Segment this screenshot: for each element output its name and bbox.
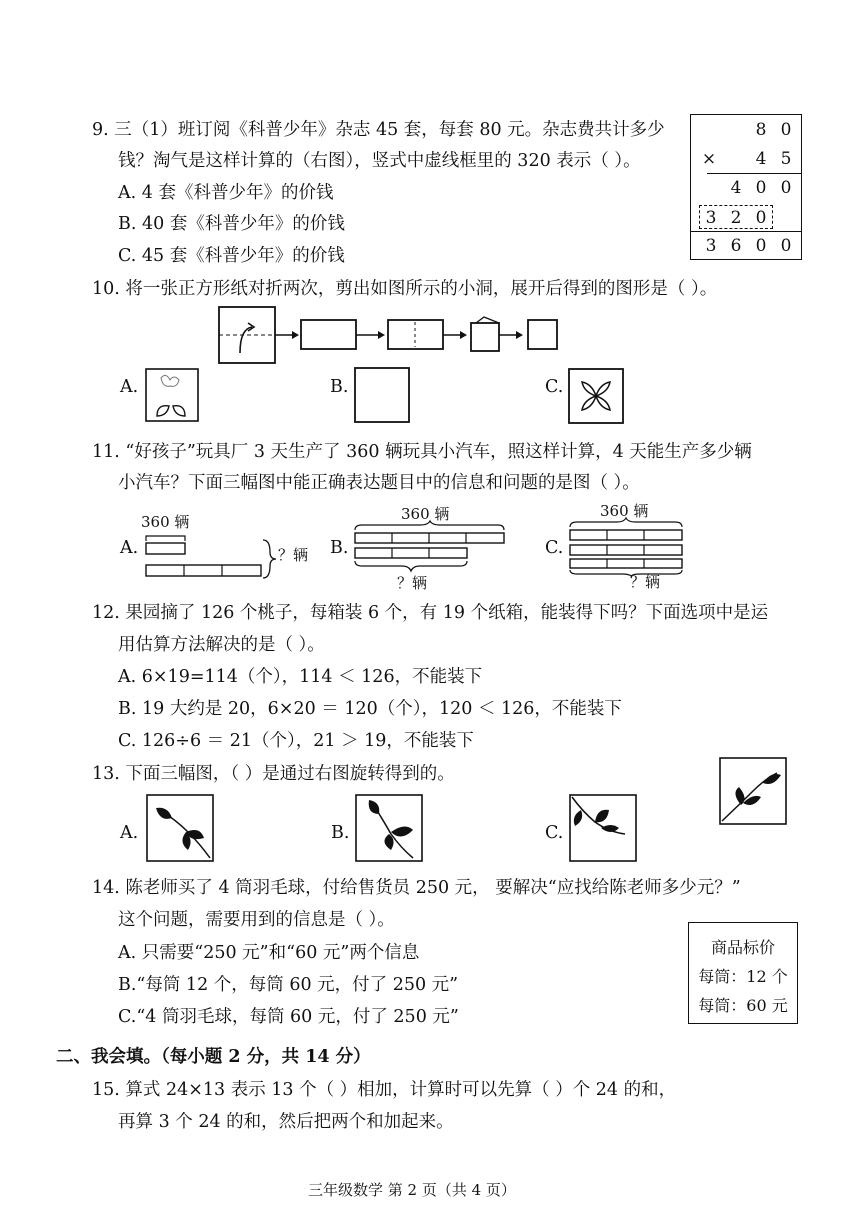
q11-option-c-diagram[interactable] [567,518,707,576]
q11-b-question-label: ？辆 [397,574,428,592]
q13-reference-figure [719,757,799,827]
q11-label-c[interactable]: C. [545,538,564,558]
calc-digit: 0 [755,178,767,198]
calc-digit: 0 [755,236,767,256]
q13-label-a[interactable]: A. [120,823,139,843]
q11-c-total-label: 360 辆 [600,502,649,520]
q12-line2: 用估算方法解决的是（ ）。 [118,635,325,655]
calc-digit: 0 [780,120,792,140]
q14-line1: 14. 陈老师买了 4 筒羽毛球，付给售货员 250 元， 要解决“应找给陈老师多少元？” [92,878,741,898]
price-tag-price: 每筒：60 元 [698,996,788,1015]
calc-digit: 5 [780,149,792,169]
vertical-multiplication [690,114,802,260]
q10-option-a-figure[interactable] [145,368,199,422]
q10-label-a[interactable]: A. [120,377,139,397]
q10-label-b[interactable]: B. [330,377,349,397]
q11-c-question-label: ？辆 [630,573,661,591]
q12-option-c[interactable]: C. 126÷6 ＝ 21（个），21 ＞ 19，不能装下 [118,731,474,751]
calc-digit: 3 [705,208,717,228]
q10-option-b-figure[interactable] [354,367,410,423]
q9-line2: 钱？淘气是这样计算的（右图），竖式中虚线框里的 320 表示（ ）。 [118,151,641,171]
paper-folding-diagram [212,305,572,365]
q11-label-a[interactable]: A. [120,538,139,558]
q14-option-b[interactable]: B.“每筒 12 个，每筒 60 元，付了 250 元” [118,975,459,995]
q9-option-c: C. 45 套《科普少年》的价钱 [118,246,345,266]
q10-line1: 10. 将一张正方形纸对折两次，剪出如图所示的小洞，展开后得到的图形是（ ）。 [92,279,718,299]
q14-line2: 这个问题，需要用到的信息是（ ）。 [118,910,395,930]
calc-digit: 0 [780,178,792,198]
calc-digit: 8 [755,120,767,140]
q11-label-b[interactable]: B. [330,538,349,558]
q13-label-c[interactable]: C. [545,823,564,843]
q13-option-b-figure[interactable] [355,794,423,862]
q11-line1: 11. “好孩子”玩具厂 3 天生产了 360 辆玩具小汽车，照这样计算，4 天能生产多少辆 [92,442,752,462]
section-2-heading: 二、我会填。（每小题 2 分，共 14 分） [56,1047,371,1067]
q10-option-c-figure[interactable] [568,368,624,424]
q15-line1: 15. 算式 24×13 表示 13 个（ ）相加，计算时可以先算（ ）个 24 的和， [92,1080,677,1100]
price-tag-count: 每筒：12 个 [698,967,788,986]
calc-digit: 0 [780,236,792,256]
price-tag-title: 商品标价 [710,938,775,957]
calc-digit: 6 [730,236,742,256]
q12-line1: 12. 果园摘了 126 个桃子，每箱装 6 个，有 19 个纸箱，能装得下吗？下面选项中是运 [92,603,769,623]
q13-option-c-figure[interactable] [569,794,637,862]
q12-option-b[interactable]: B. 19 大约是 20，6×20 ＝ 120（个），120 ＜ 126，不能装下 [118,699,622,719]
price-tag-box [688,922,798,1024]
q9-option-a[interactable]: A. 4 套《科普少年》的价钱 [118,183,334,203]
page-footer: 三年级数学 第 2 页（共 4 页） [308,1181,516,1199]
q14-option-a[interactable]: A. 只需要“250 元”和“60 元”两个信息 [118,943,420,963]
q9-option-b[interactable]: B. 40 套《科普少年》的价钱 [118,214,345,234]
calc-digit: 4 [755,149,767,169]
q13-label-b[interactable]: B. [331,823,350,843]
q11-option-b-diagram[interactable] [352,521,512,573]
q9-line1: 9. 三（1）班订阅《科普少年》杂志 45 套，每套 80 元。杂志费共计多少 [92,120,665,140]
q10-label-c[interactable]: C. [545,377,564,397]
q15-line2: 再算 3 个 24 的和，然后把两个和加起来。 [118,1112,454,1132]
calc-digit: 4 [730,178,742,198]
q11-option-a-diagram[interactable] [143,532,283,582]
times-sign: × [701,149,717,169]
calc-digit: 3 [705,236,717,256]
q13-option-a-figure[interactable] [146,794,214,862]
calc-digit: 2 [730,208,742,228]
q11-a-question-label: ？辆 [278,546,309,564]
q13-line1: 13. 下面三幅图，（ ）是通过右图旋转得到的。 [92,764,455,784]
q11-b-total-label: 360 辆 [401,505,450,523]
q11-a-total-label: 360 辆 [141,513,190,531]
q12-option-a[interactable]: A. 6×19=114（个），114 ＜ 126，不能装下 [118,667,483,687]
q11-line2: 小汽车？下面三幅图中能正确表达题目中的信息和问题的是图（ ）。 [118,473,640,493]
calc-digit: 0 [755,208,767,228]
q14-option-c[interactable]: C.“4 筒羽毛球，每筒 60 元，付了 250 元” [118,1007,459,1027]
